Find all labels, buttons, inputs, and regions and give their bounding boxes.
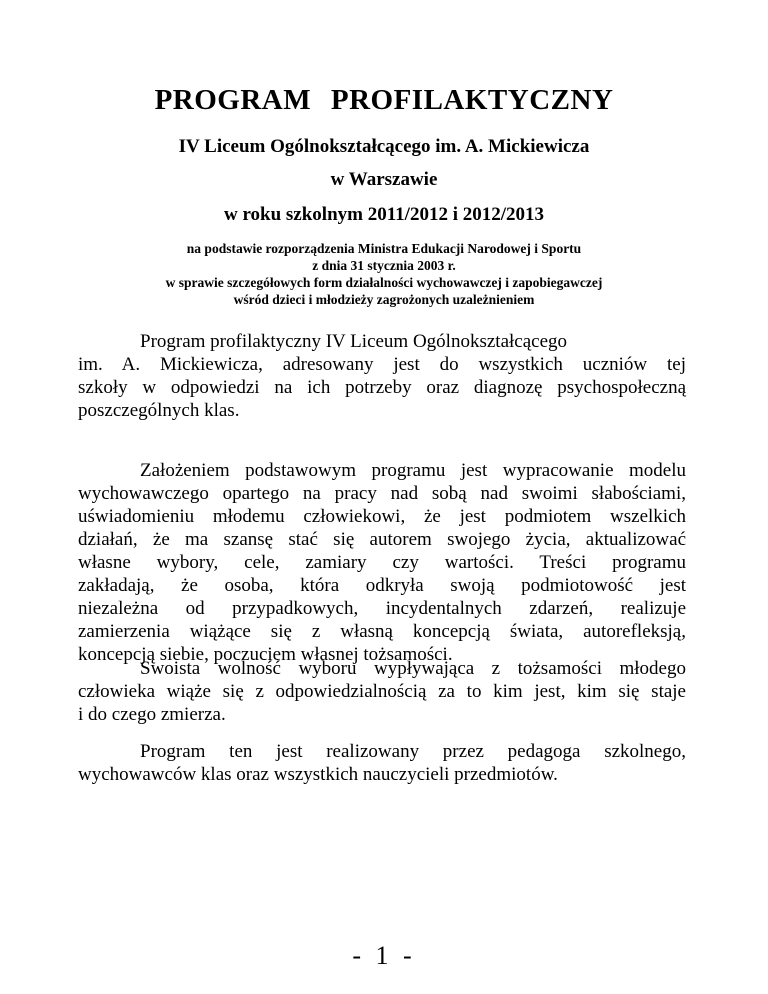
school-name: IV Liceum Ogólnokształcącego im. A. Mickiewicza xyxy=(178,136,590,157)
paragraph-line: niezależna od przypadkowych, incydentalnych zdarzeń, realizuje xyxy=(78,598,686,619)
page-number: - 1 - xyxy=(352,941,416,970)
paragraph-assumptions xyxy=(78,459,686,666)
paragraph-realization xyxy=(78,740,686,786)
legal-basis xyxy=(0,240,768,308)
paragraph-line: człowieka wiąże się z odpowiedzialnością za to kim jest, kim się staje xyxy=(78,681,686,702)
paragraph-line: poszczególnych klas. xyxy=(78,400,240,421)
paragraph-line: szkoły w odpowiedzi na ich potrzeby oraz diagnozę psychospołeczną xyxy=(78,377,686,398)
document-title: PROGRAM PROFILAKTYCZNY xyxy=(154,84,614,116)
paragraph-freedom xyxy=(78,657,686,726)
paragraph-line: własne wybory, cele, zamiary czy wartości. Treści programu xyxy=(78,552,686,573)
school-city: w Warszawie xyxy=(330,169,438,190)
paragraph-line: wychowawców klas oraz wszystkich nauczycieli przedmiotów. xyxy=(78,764,558,785)
paragraph-line: działań, że ma szansę stać się autorem swojego życia, aktualizować xyxy=(78,529,686,550)
paragraph-intro xyxy=(78,330,686,422)
paragraph-line: wychowawczego opartego na pracy nad sobą nad swoimi słabościami, xyxy=(78,483,686,504)
legal-basis-line: wśród dzieci i młodzieży zagrożonych uzależnieniem xyxy=(233,292,535,307)
school-years: w roku szkolnym 2011/2012 i 2012/2013 xyxy=(223,204,545,225)
legal-basis-line: w sprawie szczegółowych form działalności wychowawczej i zapobiegawczej xyxy=(165,275,603,290)
paragraph-line: im. A. Mickiewicza, adresowany jest do wszystkich uczniów tej xyxy=(78,354,686,375)
paragraph-line: i do czego zmierza. xyxy=(78,704,226,725)
legal-basis-line: z dnia 31 stycznia 2003 r. xyxy=(312,258,456,273)
paragraph-line: koncepcją siebie, poczuciem własnej tożsamości. xyxy=(78,644,453,665)
paragraph-line: Założeniem podstawowym programu jest wypracowanie modelu xyxy=(140,460,686,481)
paragraph-line: zamierzenia wiążące się z własną koncepcją świata, autorefleksją, xyxy=(78,621,686,642)
legal-basis-line: na podstawie rozporządzenia Ministra Edukacji Narodowej i Sportu xyxy=(186,241,582,256)
paragraph-line: zakładają, że osoba, która odkryła swoją podmiotowość jest xyxy=(78,575,686,596)
paragraph-line: Program ten jest realizowany przez pedagoga szkolnego, xyxy=(140,741,686,762)
paragraph-line: Program profilaktyczny IV Liceum Ogólnokształcącego xyxy=(140,331,568,352)
paragraph-line: uświadomieniu młodemu człowiekowi, że jest podmiotem wszelkich xyxy=(78,506,686,527)
paragraph-line: Swoista wolność wyboru wypływająca z tożsamości młodego xyxy=(140,658,686,679)
